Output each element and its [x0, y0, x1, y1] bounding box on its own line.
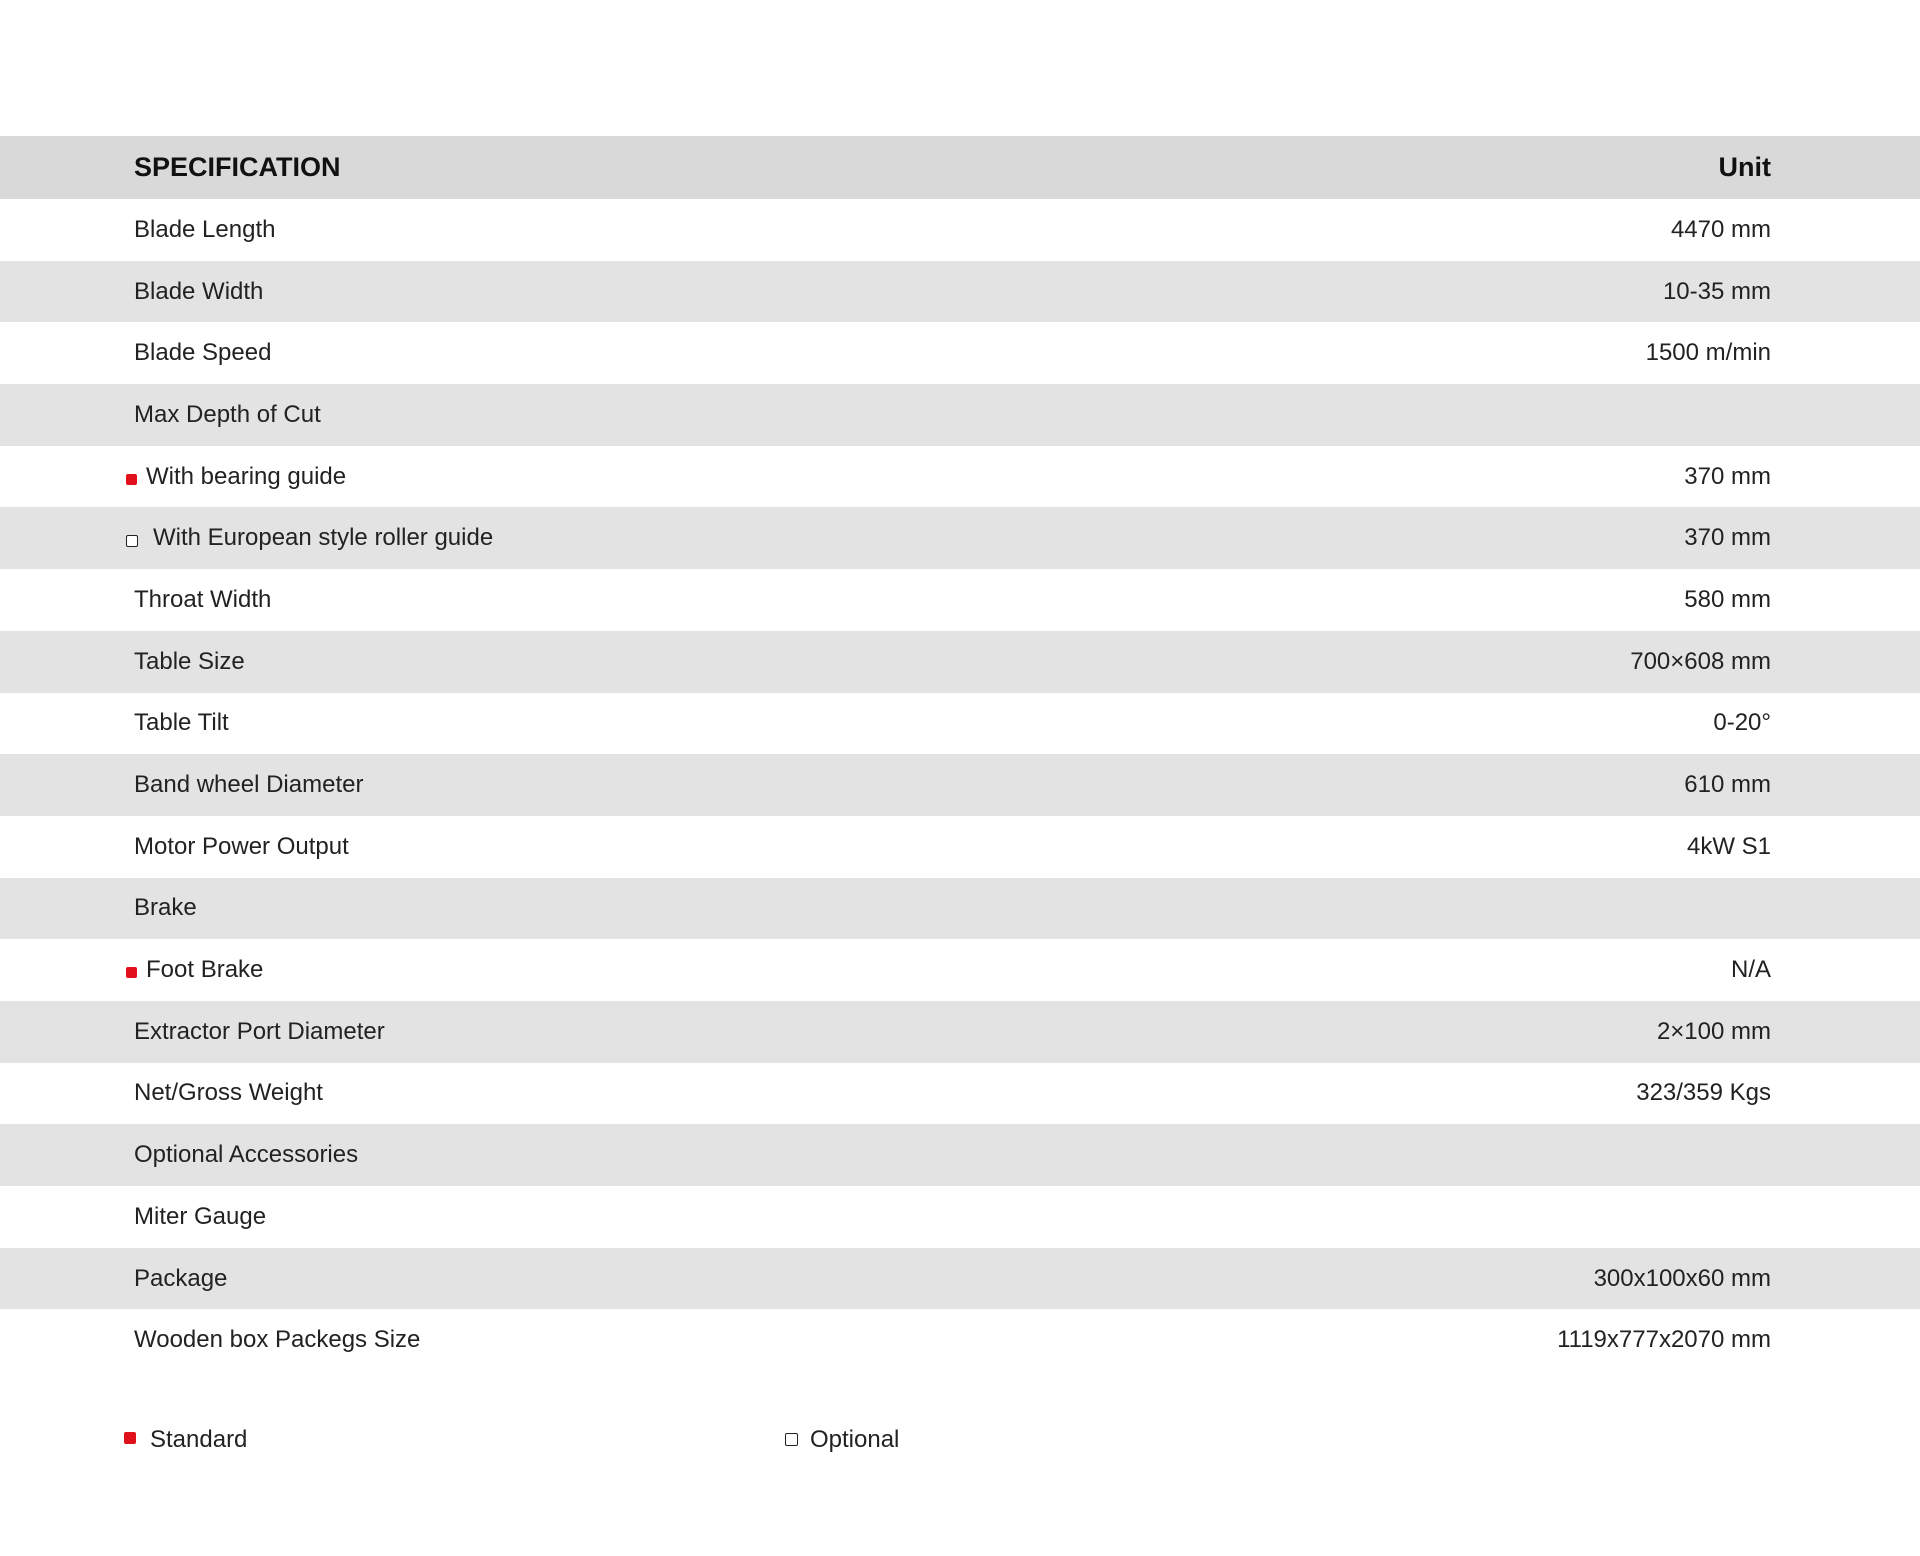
- table-row: [0, 1001, 1920, 1063]
- outline-square-icon: [785, 1433, 798, 1446]
- row-value: 10-35 mm: [1662, 277, 1771, 305]
- row-label: Band wheel Diameter: [134, 771, 364, 799]
- row-label-wrap: [134, 1018, 385, 1046]
- row-value: 4470 mm: [1670, 215, 1771, 243]
- row-label-wrap: [134, 956, 263, 984]
- row-label: With European style roller guide: [153, 524, 494, 552]
- row-label: Motor Power Output: [134, 832, 349, 860]
- row-value: 0-20°: [1713, 709, 1771, 737]
- row-label: With bearing guide: [146, 462, 347, 490]
- row-label-wrap: [134, 1203, 266, 1231]
- row-value: 370 mm: [1684, 462, 1771, 490]
- row-label-wrap: [134, 1079, 323, 1107]
- row-label: Throat Width: [134, 585, 272, 613]
- legend-standard-label: Standard: [150, 1426, 248, 1453]
- header-unit: Unit: [1718, 152, 1771, 182]
- row-label-wrap: [134, 463, 346, 491]
- row-label-wrap: [134, 894, 197, 922]
- table-row: [0, 446, 1920, 508]
- row-label: Wooden box Packegs Size: [134, 1326, 421, 1354]
- row-label: Max Depth of Cut: [134, 400, 321, 428]
- table-header-row: [0, 136, 1920, 199]
- legend-optional: [785, 1426, 899, 1454]
- specification-table: [0, 136, 1920, 1371]
- row-label-wrap: [134, 586, 271, 614]
- row-value: 370 mm: [1684, 524, 1771, 552]
- row-label: Package: [134, 1264, 228, 1292]
- row-label: Foot Brake: [146, 956, 264, 984]
- filled-red-square-icon: [124, 1432, 136, 1444]
- row-value: 323/359 Kgs: [1636, 1079, 1771, 1107]
- row-label: Blade Length: [134, 215, 276, 243]
- legend-standard: [124, 1426, 247, 1454]
- row-label: Blade Speed: [134, 339, 272, 367]
- table-row: [0, 939, 1920, 1001]
- table-row: [0, 384, 1920, 446]
- row-label: Extractor Port Diameter: [134, 1017, 385, 1045]
- row-label-wrap: [134, 524, 493, 552]
- table-row: [0, 631, 1920, 693]
- row-value: 580 mm: [1684, 585, 1771, 613]
- row-label: Optional Accessories: [134, 1141, 359, 1169]
- table-row: [0, 569, 1920, 631]
- table-row: [0, 1186, 1920, 1248]
- row-label: Miter Gauge: [134, 1202, 267, 1230]
- table-row: [0, 878, 1920, 940]
- row-label-wrap: [134, 401, 321, 429]
- table-row: [0, 322, 1920, 384]
- table-row: [0, 816, 1920, 878]
- standard-marker-icon: [126, 967, 137, 978]
- table-row: [0, 507, 1920, 569]
- table-row: [0, 1248, 1920, 1310]
- table-row: [0, 693, 1920, 755]
- header-specification: SPECIFICATION: [134, 152, 341, 182]
- row-label-wrap: [134, 709, 229, 737]
- row-value: 1500 m/min: [1645, 339, 1771, 367]
- row-label-wrap: [134, 1265, 227, 1293]
- legend-optional-label: Optional: [810, 1426, 900, 1453]
- row-value: 4kW S1: [1686, 832, 1771, 860]
- row-label-wrap: [134, 1141, 358, 1169]
- row-label-wrap: [134, 216, 275, 244]
- row-value: 1119x777x2070 mm: [1557, 1326, 1771, 1354]
- row-label: Table Tilt: [134, 709, 229, 737]
- row-label-wrap: [134, 648, 245, 676]
- row-label-wrap: [134, 1326, 420, 1354]
- row-label: Net/Gross Weight: [134, 1079, 323, 1107]
- legend: [0, 1426, 1920, 1456]
- table-row: [0, 1063, 1920, 1125]
- row-label: Blade Width: [134, 277, 264, 305]
- table-row: [0, 199, 1920, 261]
- row-label: Brake: [134, 894, 197, 922]
- standard-marker-icon: [126, 474, 137, 485]
- row-label-wrap: [134, 278, 263, 306]
- optional-marker-icon: [126, 535, 138, 547]
- row-label-wrap: [134, 771, 363, 799]
- row-value: N/A: [1730, 956, 1771, 984]
- table-body: [0, 199, 1920, 1371]
- row-label-wrap: [134, 339, 271, 367]
- row-value: 700×608 mm: [1630, 647, 1771, 675]
- table-row: [0, 1124, 1920, 1186]
- row-label-wrap: [134, 833, 349, 861]
- row-value: 2×100 mm: [1656, 1017, 1771, 1045]
- row-label: Table Size: [134, 647, 245, 675]
- table-row: [0, 261, 1920, 323]
- row-value: 610 mm: [1684, 771, 1771, 799]
- row-value: 300x100x60 mm: [1593, 1264, 1771, 1292]
- table-row: [0, 754, 1920, 816]
- table-row: [0, 1309, 1920, 1371]
